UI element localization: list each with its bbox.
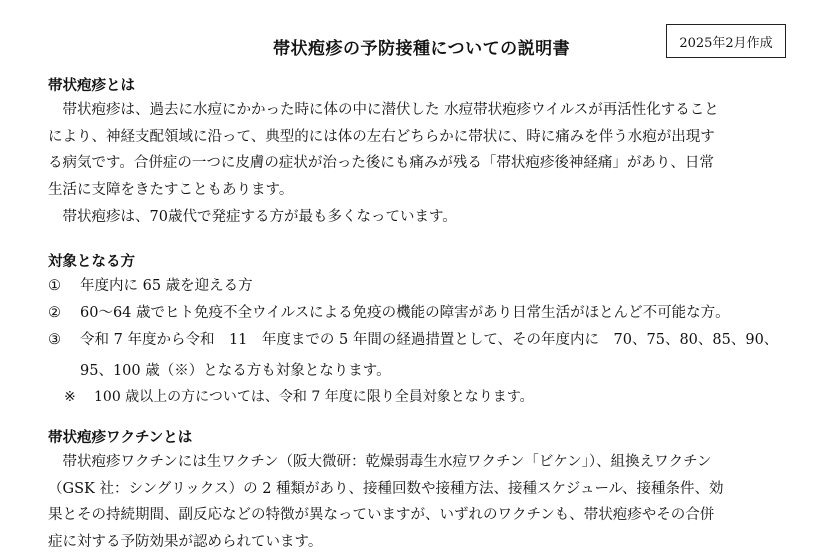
list-number: ③ bbox=[48, 332, 61, 348]
footnote-mark: ※ bbox=[64, 389, 76, 405]
creation-date: 2025年2月作成 bbox=[679, 35, 773, 51]
list-number: ① bbox=[48, 278, 61, 294]
list-number: ② bbox=[48, 305, 61, 321]
paragraph-vaccine bbox=[48, 449, 790, 556]
footnote bbox=[64, 386, 534, 406]
paragraph-line: 帯状疱疹ワクチンには生ワクチン（阪大微研：乾燥弱毒生水痘ワクチン「ビケン」）、組換えワクチン bbox=[48, 454, 712, 470]
list-item bbox=[48, 327, 778, 354]
paragraph-line: により、神経支配領域に沿って、典型的には体の左右どちらかに帯状に、時に痛みを伴う水疱が出現す bbox=[48, 128, 715, 145]
paragraph-line: 生活に支障をきたすこともあります。 bbox=[48, 182, 294, 199]
list-text: 令和 7 年度から令和 11 年度までの 5 年間の経過措置として、その年度内に 70、75、80、85、90、 bbox=[80, 332, 779, 348]
page-title: 帯状疱疹の予防接種についての説明書 bbox=[273, 39, 571, 59]
list-text: 年度内に 65 歳を迎える方 bbox=[80, 278, 253, 294]
paragraph-line: 帯状疱疹は、過去に水痘にかかった時に体の中に潜伏した 水痘帯状疱疹ウイルスが再活性化すること bbox=[48, 102, 719, 118]
paragraph-line: 症に対する予防効果が認められています。 bbox=[48, 534, 323, 551]
list-item bbox=[48, 300, 730, 327]
paragraph-about-shingles bbox=[48, 97, 790, 230]
paragraph-line: 果とその持続期間、副反応などの特徴が異なっていますが、いずれのワクチンも、帯状疱疹やその合併 bbox=[48, 507, 715, 524]
paragraph-line: る病気です。合併症の一つに皮膚の症状が治った後にも痛みが残る「帯状疱疹後神経痛」があり、日常 bbox=[48, 155, 714, 172]
section-heading-eligible: 対象となる方 bbox=[48, 253, 135, 270]
list-text: 60～64 歳でヒト免疫不全ウイルスによる免疫の機能の障害があり日常生活がほとんど不可能な方。 bbox=[80, 305, 730, 321]
footnote-text: 100 歳以上の方については、令和 7 年度に限り全員対象となります。 bbox=[94, 389, 534, 405]
paragraph-line: （GSK 社：シングリックス）の 2 種類があり、接種回数や接種方法、接種スケジュール、接種条件、効 bbox=[48, 480, 724, 497]
section-heading-vaccine: 帯状疱疹ワクチンとは bbox=[48, 429, 193, 446]
list-item-continuation: 95、100 歳（※）となる方も対象となります。 bbox=[80, 363, 391, 379]
date-box bbox=[666, 24, 786, 58]
paragraph-line: 帯状疱疹は、70歳代で発症する方が最も多くなっています。 bbox=[48, 208, 457, 225]
list-item bbox=[48, 273, 253, 300]
section-heading-about-shingles: 帯状疱疹とは bbox=[48, 77, 135, 94]
